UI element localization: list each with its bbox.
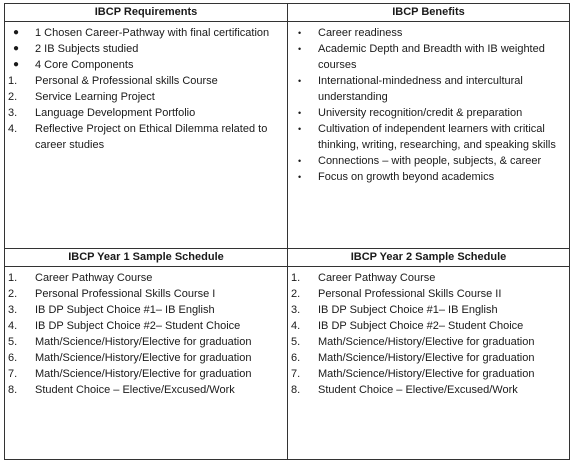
list-marker: ● <box>13 27 20 39</box>
list-item-text: Connections – with people, subjects, & career <box>318 155 542 168</box>
list-item <box>288 350 569 366</box>
list-item-text: Reflective Project on Ethical Dilemma related to career studies <box>35 123 268 152</box>
list-marker: • <box>298 172 302 183</box>
year2-schedule-list <box>288 267 569 398</box>
list-marker: • <box>298 76 302 87</box>
list-item <box>288 382 569 398</box>
table-row <box>5 267 570 460</box>
list-item-text: Service Learning Project <box>35 91 155 104</box>
requirements-cell <box>5 22 288 249</box>
list-item <box>5 41 287 57</box>
list-item-text: Math/Science/History/Elective for graduation <box>318 336 535 349</box>
list-marker: • <box>298 108 302 119</box>
list-item-text: Personal Professional Skills Course II <box>318 288 502 301</box>
year1-schedule-header: IBCP Year 1 Sample Schedule <box>5 249 288 267</box>
list-item <box>288 73 569 105</box>
year2-schedule-cell <box>288 267 570 460</box>
list-item <box>288 270 569 286</box>
list-marker: 2. <box>291 288 301 301</box>
list-item-text: Math/Science/History/Elective for graduation <box>35 352 252 365</box>
list-marker: 5. <box>291 336 301 349</box>
list-item-text: Career Pathway Course <box>318 272 436 285</box>
list-item <box>5 105 287 121</box>
list-item <box>5 89 287 105</box>
ibcp-table <box>4 3 570 460</box>
list-item-text: Student Choice – Elective/Excused/Work <box>318 384 518 397</box>
list-item-text: Math/Science/History/Elective for graduation <box>35 336 252 349</box>
list-item <box>288 302 569 318</box>
list-item <box>288 105 569 121</box>
list-marker: 7. <box>8 368 18 381</box>
list-item-text: Math/Science/History/Elective for graduation <box>318 368 535 381</box>
requirements-header: IBCP Requirements <box>5 4 288 22</box>
list-item-text: Personal & Professional skills Course <box>35 75 218 88</box>
list-item-text: Student Choice – Elective/Excused/Work <box>35 384 235 397</box>
list-item <box>288 25 569 41</box>
list-item <box>5 350 287 366</box>
list-marker: 5. <box>8 336 18 349</box>
list-marker: 6. <box>291 352 301 365</box>
list-item <box>5 334 287 350</box>
list-item <box>5 286 287 302</box>
list-item-text: 1 Chosen Career-Pathway with final certification <box>35 27 270 40</box>
list-marker: 3. <box>8 107 18 120</box>
list-marker: 2. <box>8 91 18 104</box>
list-marker: • <box>298 156 302 167</box>
benefits-list <box>288 22 569 185</box>
list-item-text: Math/Science/History/Elective for graduation <box>318 352 535 365</box>
list-item-text: 4 Core Components <box>35 59 134 72</box>
table-row <box>5 4 570 22</box>
list-item <box>5 382 287 398</box>
list-marker: 6. <box>8 352 18 365</box>
list-marker: • <box>298 44 302 55</box>
list-item-text: Personal Professional Skills Course I <box>35 288 216 301</box>
list-item <box>5 57 287 73</box>
year2-schedule-header: IBCP Year 2 Sample Schedule <box>288 249 570 267</box>
table-row <box>5 22 570 249</box>
list-marker: 4. <box>8 320 18 333</box>
list-item <box>288 153 569 169</box>
list-item <box>288 318 569 334</box>
list-item <box>288 334 569 350</box>
list-item <box>5 366 287 382</box>
list-marker: 7. <box>291 368 301 381</box>
list-item <box>288 169 569 185</box>
list-marker: 4. <box>8 123 18 136</box>
list-item-text: IB DP Subject Choice #1– IB English <box>318 304 498 317</box>
benefits-cell <box>288 22 570 249</box>
list-item-text: Career readiness <box>318 27 403 40</box>
list-marker: 3. <box>291 304 301 317</box>
list-marker: 1. <box>291 272 301 285</box>
list-marker: 4. <box>291 320 301 333</box>
benefits-header: IBCP Benefits <box>288 4 570 22</box>
list-item-text: University recognition/credit & preparation <box>318 107 523 120</box>
list-item-text: Career Pathway Course <box>35 272 153 285</box>
list-item <box>288 286 569 302</box>
list-marker: 1. <box>8 272 18 285</box>
list-item-text: IB DP Subject Choice #2– Student Choice <box>35 320 241 333</box>
list-marker: 8. <box>291 384 301 397</box>
list-item-text: Language Development Portfolio <box>35 107 196 120</box>
list-marker: 2. <box>8 288 18 301</box>
list-item-text: International-mindedness and intercultural understanding <box>318 75 523 104</box>
list-marker: • <box>298 28 302 39</box>
list-item-text: IB DP Subject Choice #1– IB English <box>35 304 215 317</box>
list-item <box>288 121 569 153</box>
list-item <box>5 121 287 153</box>
list-item <box>5 73 287 89</box>
table-row <box>5 249 570 267</box>
year1-schedule-list <box>5 267 287 398</box>
list-marker: • <box>298 124 302 135</box>
list-item-text: Math/Science/History/Elective for graduation <box>35 368 252 381</box>
requirements-list <box>5 22 287 153</box>
list-marker: ● <box>13 59 20 71</box>
list-item-text: 2 IB Subjects studied <box>35 43 139 56</box>
list-item <box>5 270 287 286</box>
list-marker: 8. <box>8 384 18 397</box>
list-item <box>288 366 569 382</box>
list-item <box>5 25 287 41</box>
list-item-text: Academic Depth and Breadth with IB weighted courses <box>318 43 545 72</box>
year1-schedule-cell <box>5 267 288 460</box>
list-item <box>288 41 569 73</box>
list-item-text: Focus on growth beyond academics <box>318 171 495 184</box>
list-marker: ● <box>13 43 20 55</box>
list-marker: 3. <box>8 304 18 317</box>
list-item <box>5 318 287 334</box>
list-item-text: Cultivation of independent learners with critical thinking, writing, researching, and speaking skills <box>318 123 556 152</box>
list-item <box>5 302 287 318</box>
list-item-text: IB DP Subject Choice #2– Student Choice <box>318 320 524 333</box>
list-marker: 1. <box>8 75 18 88</box>
